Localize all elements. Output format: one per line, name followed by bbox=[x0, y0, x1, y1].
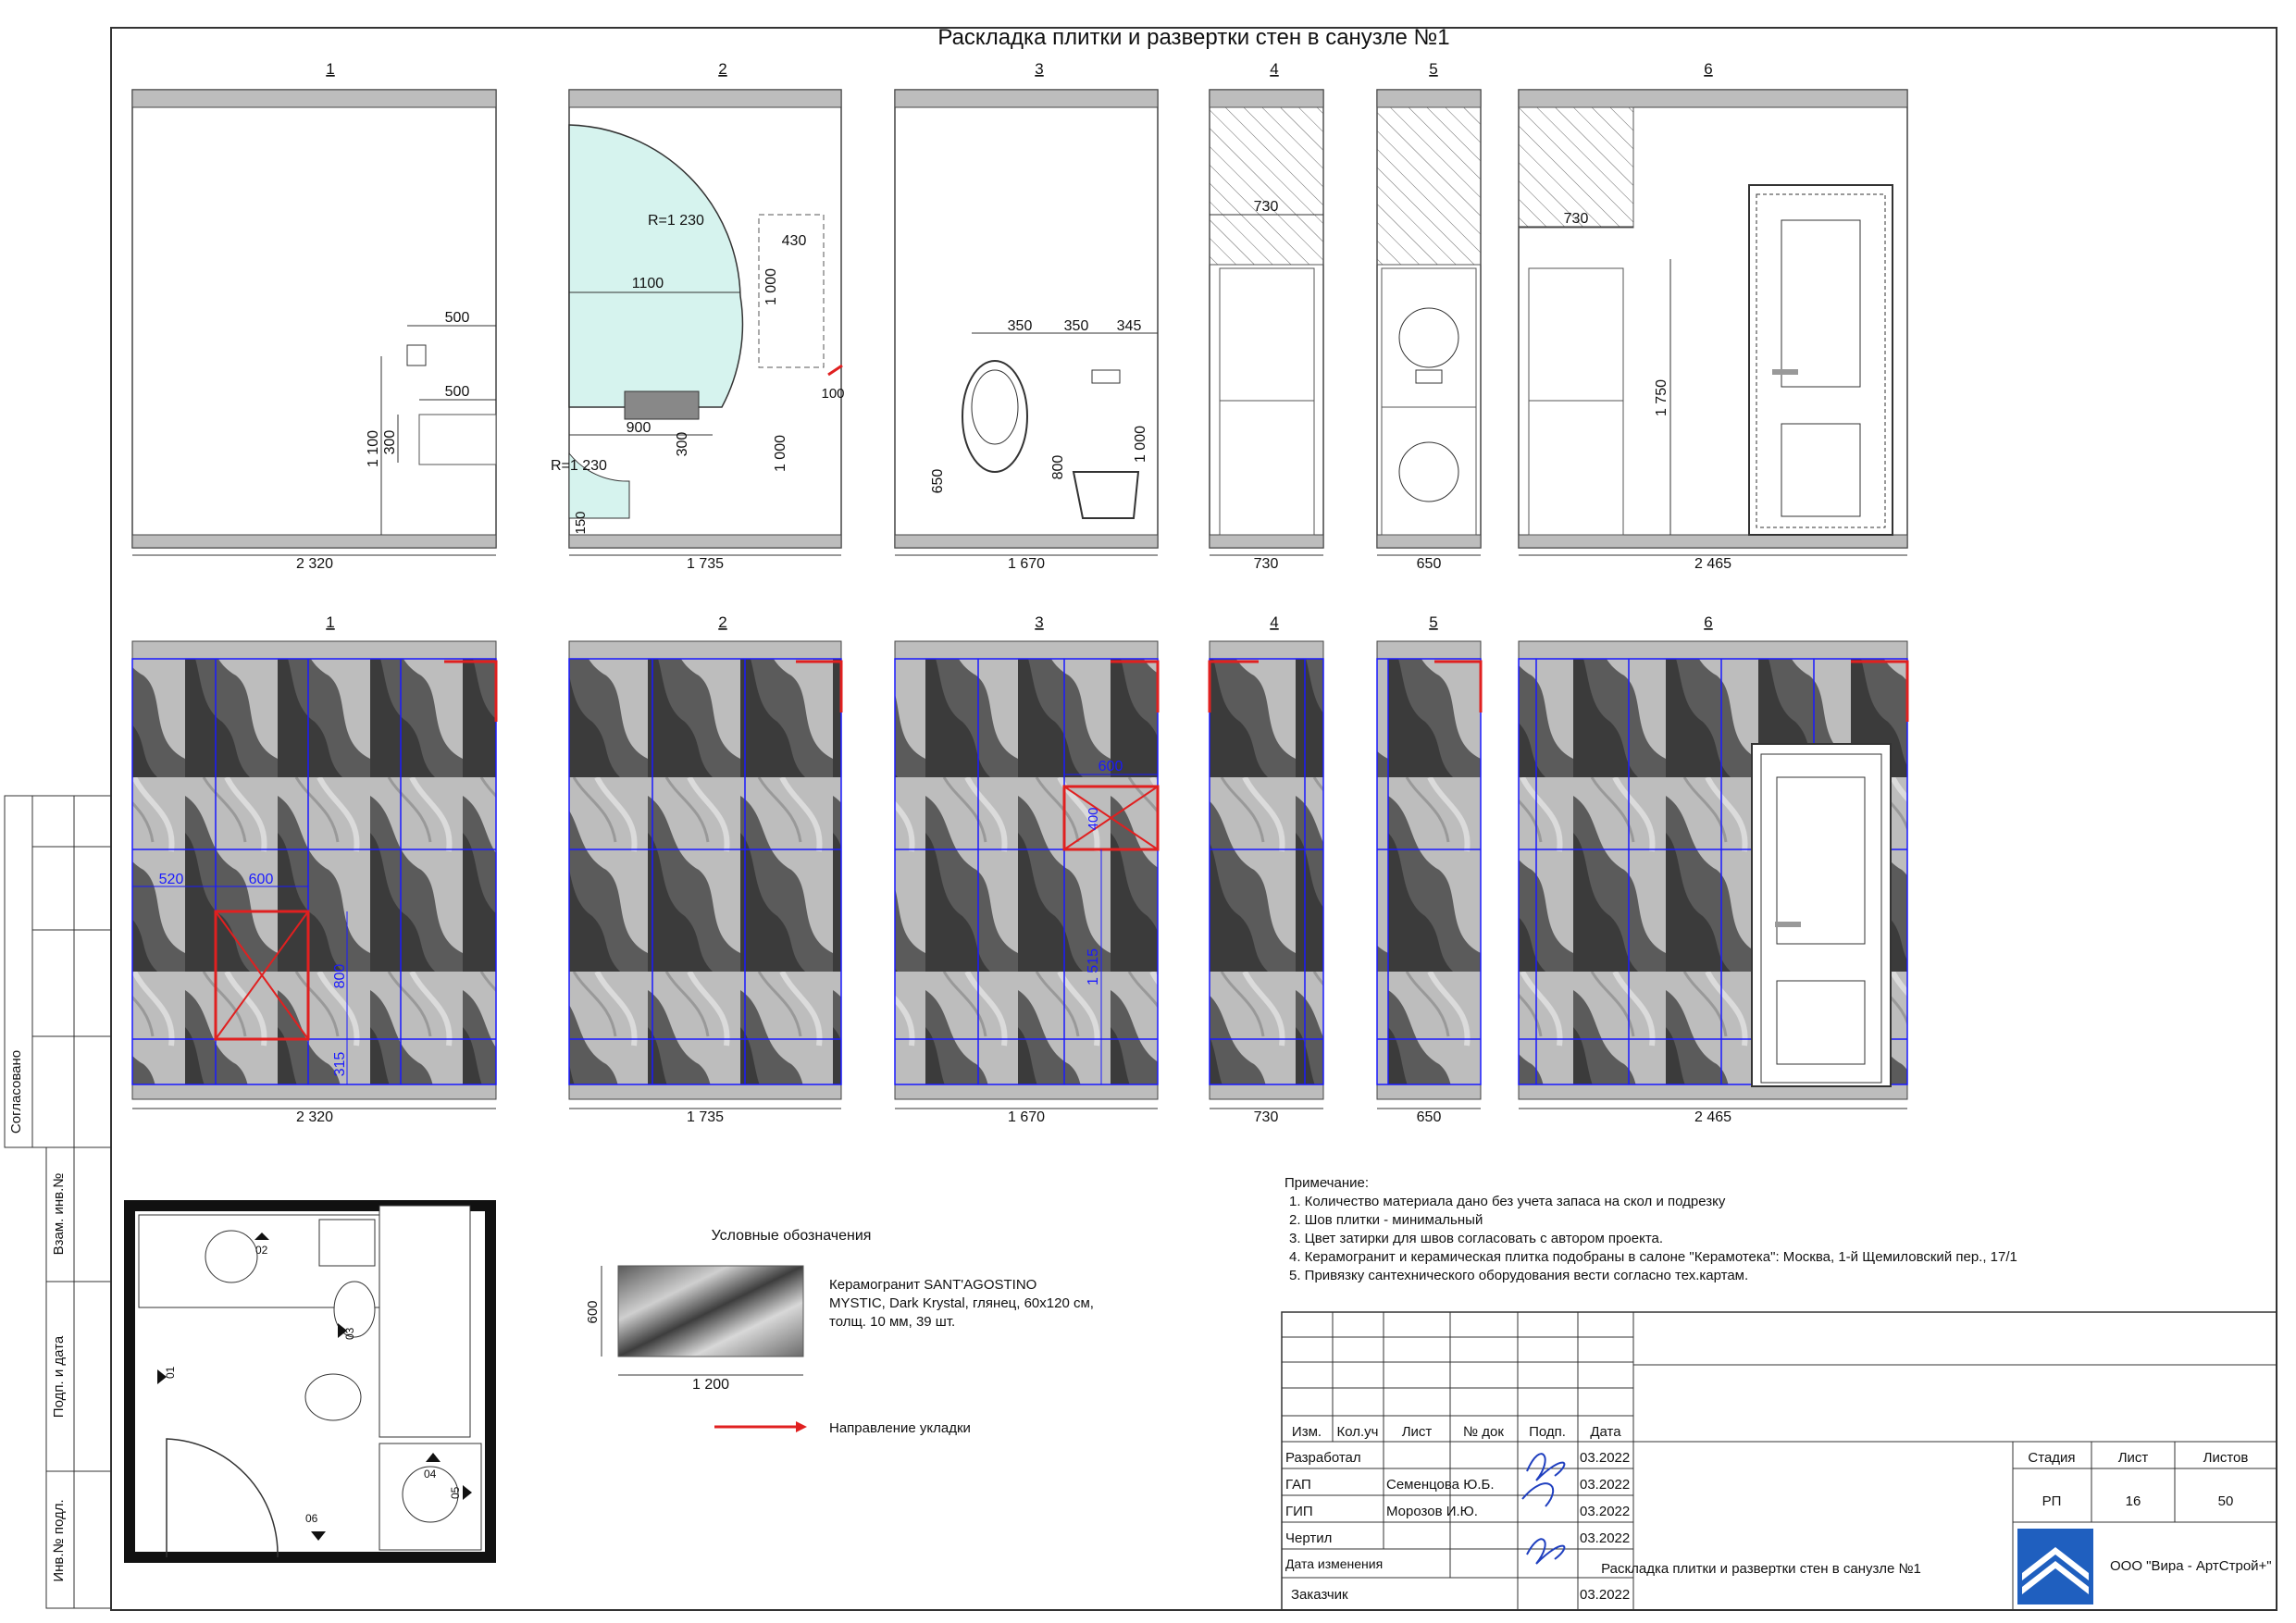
dim: 1 000 bbox=[1133, 425, 1148, 464]
plan-mark: 05 bbox=[449, 1486, 462, 1499]
wall-width: 650 bbox=[1416, 556, 1442, 572]
tb-date: 03.2022 bbox=[1580, 1587, 1631, 1603]
tb-role: Чертил bbox=[1285, 1530, 1333, 1546]
door bbox=[1752, 744, 1891, 1086]
tile-panel-3 bbox=[895, 641, 1158, 1125]
wall-6-elevation bbox=[1519, 90, 1907, 572]
tb-header: Дата bbox=[1590, 1424, 1621, 1440]
wall-width: 650 bbox=[1416, 1109, 1442, 1125]
tile-desc: MYSTIC, Dark Krystal, глянец, 60х120 см, bbox=[829, 1295, 1094, 1311]
dim: 500 bbox=[444, 310, 470, 326]
plan-mark: 06 bbox=[305, 1512, 318, 1525]
notes-heading: Примечание: bbox=[1285, 1175, 1369, 1191]
dim: 350 bbox=[1007, 318, 1033, 334]
tile-width: 1 200 bbox=[691, 1377, 730, 1393]
note: 3. Цвет затирки для швов согласовать с автором проекта. bbox=[1289, 1231, 1664, 1246]
toilet-plan bbox=[305, 1374, 361, 1420]
tb-header: Кол.уч bbox=[1336, 1424, 1379, 1440]
wall-num: 4 bbox=[1270, 60, 1279, 78]
dim: 600 bbox=[1098, 759, 1123, 774]
arrow-label: Направление укладки bbox=[829, 1420, 971, 1436]
dim: 730 bbox=[1563, 211, 1589, 227]
tb-sheet: 16 bbox=[2125, 1493, 2141, 1509]
top-elevations bbox=[132, 60, 1907, 572]
toilet bbox=[1074, 472, 1138, 518]
wall-num: 5 bbox=[1429, 60, 1438, 78]
plan-mark: 01 bbox=[164, 1366, 177, 1379]
door bbox=[1749, 185, 1893, 535]
signature bbox=[1522, 1454, 1564, 1564]
tile-panel-2 bbox=[569, 641, 841, 1125]
wall-num: 4 bbox=[1270, 613, 1279, 631]
floor-plan bbox=[130, 1206, 490, 1557]
page-title: Раскладка плитки и развертки стен в санузле №1 bbox=[937, 25, 1450, 50]
note: 1. Количество материала дано без учета запаса на скол и подрезку bbox=[1289, 1194, 1726, 1209]
wall-width: 1 670 bbox=[1007, 1109, 1046, 1125]
tb-header: № док bbox=[1463, 1424, 1504, 1440]
dim: 100 bbox=[821, 386, 845, 402]
tb-role: ГАП bbox=[1285, 1477, 1311, 1493]
side-stamp bbox=[5, 796, 111, 1608]
tb-date: 03.2022 bbox=[1580, 1450, 1631, 1466]
dim: 800 bbox=[332, 963, 348, 989]
dim: 1100 bbox=[631, 276, 664, 291]
wall-num: 1 bbox=[326, 60, 335, 78]
tb-role: ГИП bbox=[1285, 1504, 1313, 1519]
dim: 150 bbox=[573, 511, 589, 535]
note: 5. Привязку сантехнического оборудования вести согласно тех.картам. bbox=[1289, 1268, 1749, 1283]
wall-num: 2 bbox=[718, 613, 727, 631]
stamp-label: Согласовано bbox=[8, 1049, 24, 1134]
tb-sheets-label: Листов bbox=[2203, 1450, 2249, 1466]
dim: 1 100 bbox=[366, 429, 381, 468]
title-block bbox=[1282, 1312, 2277, 1610]
tb-stage-label: Стадия bbox=[2028, 1450, 2076, 1466]
wall-width: 2 465 bbox=[1694, 556, 1732, 572]
tb-sheets: 50 bbox=[2217, 1493, 2234, 1509]
legend bbox=[585, 1228, 1094, 1436]
wall-5-elevation bbox=[1377, 90, 1481, 572]
wall-num: 1 bbox=[326, 613, 335, 631]
dim: 650 bbox=[930, 468, 946, 494]
tb-sheet-title: Раскладка плитки и развертки стен в санузле №1 bbox=[1601, 1561, 1921, 1577]
tile-swatch bbox=[618, 1266, 803, 1357]
tb-header: Лист bbox=[1401, 1424, 1433, 1440]
tile-panel-6 bbox=[1519, 641, 1907, 1125]
tb-role: Дата изменения bbox=[1285, 1556, 1384, 1571]
wall-num: 6 bbox=[1704, 60, 1713, 78]
tb-date: 03.2022 bbox=[1580, 1477, 1631, 1493]
dim: 300 bbox=[382, 429, 398, 455]
tile-layouts bbox=[132, 613, 1907, 1125]
stamp-label: Взам. инв.№ bbox=[51, 1172, 67, 1256]
stamp-label: Инв.№ подл. bbox=[51, 1499, 67, 1582]
company-logo bbox=[2017, 1529, 2093, 1604]
dim: 345 bbox=[1116, 318, 1142, 334]
dim: 1 750 bbox=[1654, 378, 1669, 417]
tb-date: 03.2022 bbox=[1580, 1504, 1631, 1519]
dryer-drum bbox=[1399, 442, 1458, 502]
washer-drum bbox=[1399, 308, 1458, 367]
dim: 800 bbox=[1050, 454, 1066, 480]
wall-width: 2 320 bbox=[295, 556, 334, 572]
wall-num: 5 bbox=[1429, 613, 1438, 631]
tb-role: Разработал bbox=[1285, 1450, 1361, 1466]
dim: 500 bbox=[444, 384, 470, 400]
wall-width: 1 735 bbox=[686, 1109, 725, 1125]
plan-mark: 02 bbox=[255, 1244, 268, 1257]
wall-num: 2 bbox=[718, 60, 727, 78]
dim: 300 bbox=[675, 431, 690, 457]
wall-width: 1 670 bbox=[1007, 556, 1046, 572]
tile-height: 600 bbox=[585, 1300, 601, 1324]
tb-header: Подп. bbox=[1529, 1424, 1566, 1440]
dim: R=1 230 bbox=[551, 458, 607, 474]
dim: 1 000 bbox=[763, 267, 779, 306]
tile-panel-4 bbox=[1210, 641, 1323, 1125]
dim: 600 bbox=[248, 872, 274, 887]
basin bbox=[205, 1231, 257, 1282]
dim: 730 bbox=[1253, 199, 1279, 215]
dim: 400 bbox=[1086, 807, 1101, 831]
wall-4-elevation bbox=[1210, 90, 1323, 572]
wall-width: 1 735 bbox=[686, 556, 725, 572]
dim: 1 000 bbox=[773, 434, 788, 473]
wall-width: 2 320 bbox=[295, 1109, 334, 1125]
note: 4. Керамогранит и керамическая плитка подобраны в салоне "Керамотека": Москва, 1-й Щемиловский пер., 17/1 bbox=[1289, 1249, 2017, 1265]
wall-width: 730 bbox=[1253, 1109, 1279, 1125]
stamp-label: Подп. и дата bbox=[51, 1335, 67, 1419]
dim: 520 bbox=[158, 872, 184, 887]
tb-stage: РП bbox=[2042, 1493, 2062, 1509]
dim: 315 bbox=[332, 1051, 348, 1077]
tb-name: Морозов И.Ю. bbox=[1386, 1504, 1478, 1519]
dim: 1 515 bbox=[1086, 948, 1101, 986]
dim: R=1 230 bbox=[648, 213, 704, 229]
note: 2. Шов плитки - минимальный bbox=[1289, 1212, 1483, 1228]
tile-panel-1 bbox=[132, 641, 496, 1125]
tb-role: Заказчик bbox=[1291, 1587, 1348, 1603]
notes bbox=[1285, 1175, 2017, 1283]
wall-2-elevation bbox=[551, 90, 845, 572]
dim: 350 bbox=[1063, 318, 1089, 334]
tb-header: Изм. bbox=[1291, 1424, 1322, 1440]
wall-num: 3 bbox=[1035, 60, 1044, 78]
tb-company: ООО "Вира - АртСтрой+" bbox=[2110, 1558, 2272, 1574]
wall-3-elevation bbox=[895, 90, 1158, 572]
tb-sheet-label: Лист bbox=[2117, 1450, 2149, 1466]
wall-num: 3 bbox=[1035, 613, 1044, 631]
tb-name: Семенцова Ю.Б. bbox=[1386, 1477, 1495, 1493]
wall-width: 730 bbox=[1253, 556, 1279, 572]
dim: 900 bbox=[626, 420, 652, 436]
plan-mark: 04 bbox=[424, 1468, 437, 1481]
legend-title: Условные обозначения bbox=[711, 1228, 872, 1244]
tile-panel-5 bbox=[1377, 641, 1481, 1125]
dim: 430 bbox=[781, 233, 807, 249]
wall-1-elevation bbox=[132, 90, 496, 572]
plan-mark: 03 bbox=[343, 1327, 356, 1340]
wall-num: 6 bbox=[1704, 613, 1713, 631]
tile-desc: Керамогранит SANT'AGOSTINO bbox=[829, 1277, 1037, 1293]
tile-desc: толщ. 10 мм, 39 шт. bbox=[829, 1314, 956, 1330]
tb-date: 03.2022 bbox=[1580, 1530, 1631, 1546]
wall-width: 2 465 bbox=[1694, 1109, 1732, 1125]
